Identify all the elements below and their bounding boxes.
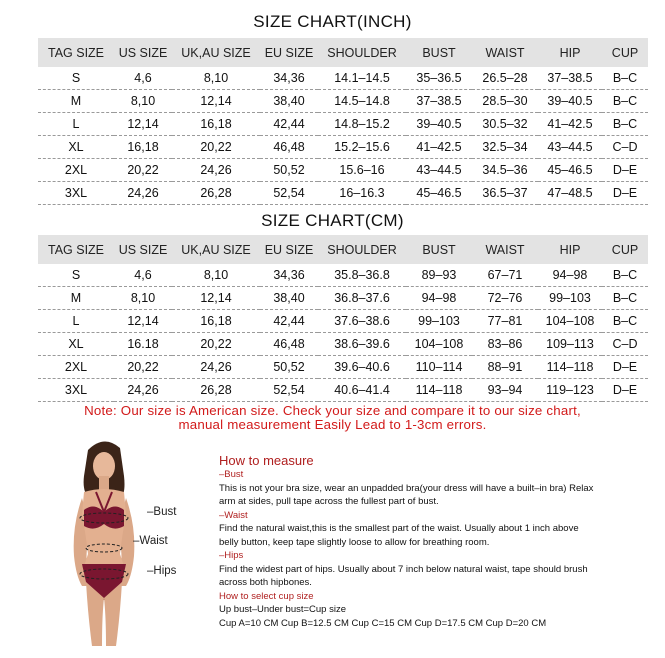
cm-table-cell: L [38, 310, 114, 333]
inch-table-row [38, 67, 648, 90]
inch-column-header: SHOULDER [318, 38, 406, 67]
inch-table-cell: 39–40.5 [406, 113, 472, 136]
cm-table-cell: B–C [602, 287, 648, 310]
cm-table-cell: C–D [602, 333, 648, 356]
inch-header-row [38, 38, 648, 67]
cm-table-cell: 99–103 [406, 310, 472, 333]
inch-column-header: TAG SIZE [38, 38, 114, 67]
inch-table-cell: 8,10 [172, 67, 260, 90]
cm-table-cell: 77–81 [472, 310, 538, 333]
hips-subheading: –Hips [219, 550, 244, 561]
cm-table-cell: 12,14 [172, 287, 260, 310]
inch-table-cell: 14.5–14.8 [318, 90, 406, 113]
cm-table-cell: 42,44 [260, 310, 318, 333]
hips-text-1: Find the widest part of hips. Usually about 7 inch below natural waist, tape should brush [219, 563, 588, 575]
cm-table-cell: 83–86 [472, 333, 538, 356]
inch-table-cell: 20,22 [114, 159, 172, 182]
cm-table-cell: 104–108 [406, 333, 472, 356]
cm-table-cell: 12,14 [114, 310, 172, 333]
inch-table-cell: 16–16.3 [318, 182, 406, 205]
cm-table-cell: 16,18 [172, 310, 260, 333]
waist-label: –Waist [133, 535, 168, 547]
cm-column-header: WAIST [472, 235, 538, 264]
cm-table-cell: 94–98 [538, 264, 602, 287]
cm-table-cell: 16.18 [114, 333, 172, 356]
cm-table-cell: 37.6–38.6 [318, 310, 406, 333]
inch-table-cell: 37–38.5 [538, 67, 602, 90]
cup-text-1: Up bust–Under bust=Cup size [219, 604, 347, 615]
inch-column-header: UK,AU SIZE [172, 38, 260, 67]
cm-table-cell: 99–103 [538, 287, 602, 310]
cm-table-cell: 89–93 [406, 264, 472, 287]
inch-table-cell: 38,40 [260, 90, 318, 113]
inch-column-header: CUP [602, 38, 648, 67]
inch-table-row [38, 90, 648, 113]
inch-table-cell: 12,14 [172, 90, 260, 113]
inch-table-cell: B–C [602, 113, 648, 136]
cm-table-cell: 72–76 [472, 287, 538, 310]
how-to-measure-section [219, 454, 659, 630]
inch-table-cell: 46,48 [260, 136, 318, 159]
cm-column-header: BUST [406, 235, 472, 264]
inch-column-header: WAIST [472, 38, 538, 67]
bust-text-1: This is not your bra size, wear an unpadded bra(your dress will have a built–in bra) Relax [219, 482, 594, 494]
inch-table-cell: D–E [602, 182, 648, 205]
inch-column-header: HIP [538, 38, 602, 67]
inch-column-header: BUST [406, 38, 472, 67]
inch-table-cell: 26,28 [172, 182, 260, 205]
inch-table-cell: B–C [602, 90, 648, 113]
inch-table-cell: 50,52 [260, 159, 318, 182]
cm-table-cell: 52,54 [260, 379, 318, 402]
inch-table-cell: 16,18 [172, 113, 260, 136]
cm-table-row [38, 287, 648, 310]
cm-column-header: HIP [538, 235, 602, 264]
cm-table-cell: 4,6 [114, 264, 172, 287]
inch-table-cell: C–D [602, 136, 648, 159]
cm-column-header: UK,AU SIZE [172, 235, 260, 264]
cm-table-cell: 36.8–37.6 [318, 287, 406, 310]
cm-table-cell: B–C [602, 310, 648, 333]
hips-text-2: across both hipbones. [219, 577, 312, 588]
inch-table-cell: M [38, 90, 114, 113]
cm-table-cell: 2XL [38, 356, 114, 379]
cm-column-header: SHOULDER [318, 235, 406, 264]
inch-table-cell: 8,10 [114, 90, 172, 113]
cm-table-cell: 24,26 [172, 356, 260, 379]
cm-table-cell: 109–113 [538, 333, 602, 356]
inch-chart-title: SIZE CHART(INCH) [253, 12, 412, 31]
inch-table-cell: 30.5–32 [472, 113, 538, 136]
cm-table-cell: 93–94 [472, 379, 538, 402]
cm-header-row [38, 235, 648, 264]
cm-table-row [38, 333, 648, 356]
inch-table-cell: 39–40.5 [538, 90, 602, 113]
inch-table-cell: 20,22 [172, 136, 260, 159]
how-to-measure-heading: How to measure [219, 453, 314, 468]
cm-table-cell: 88–91 [472, 356, 538, 379]
inch-table-row [38, 136, 648, 159]
waist-text-1: Find the natural waist,this is the smallest part of the waist. Usually about 1 inch above [219, 523, 579, 534]
cm-table-cell: 20,22 [172, 333, 260, 356]
inch-table-cell: 3XL [38, 182, 114, 205]
inch-table-cell: 35–36.5 [406, 67, 472, 90]
inch-table-cell: B–C [602, 67, 648, 90]
cm-table-cell: 104–108 [538, 310, 602, 333]
cm-chart-title: SIZE CHART(CM) [261, 211, 404, 230]
cm-table-cell: S [38, 264, 114, 287]
cm-table-cell: XL [38, 333, 114, 356]
inch-table-cell: 36.5–37 [472, 182, 538, 205]
cm-table-cell: 67–71 [472, 264, 538, 287]
inch-table-cell: XL [38, 136, 114, 159]
cm-table-cell: D–E [602, 379, 648, 402]
cm-table-cell: 50,52 [260, 356, 318, 379]
cm-table-cell: 24,26 [114, 379, 172, 402]
cm-table-cell: 38.6–39.6 [318, 333, 406, 356]
bust-label: –Bust [147, 506, 177, 518]
cm-table-cell: 94–98 [406, 287, 472, 310]
hips-label: –Hips [147, 565, 177, 577]
inch-table-cell: 12,14 [114, 113, 172, 136]
cm-table-row [38, 379, 648, 402]
cm-table-cell: B–C [602, 264, 648, 287]
inch-table-row [38, 113, 648, 136]
inch-table-cell: 47–48.5 [538, 182, 602, 205]
inch-table-cell: 43–44.5 [406, 159, 472, 182]
inch-table-row [38, 182, 648, 205]
cm-table-cell: 26,28 [172, 379, 260, 402]
inch-table-cell: 15.2–15.6 [318, 136, 406, 159]
inch-table-cell: 24,26 [172, 159, 260, 182]
inch-table-cell: 42,44 [260, 113, 318, 136]
cm-table-cell: D–E [602, 356, 648, 379]
cm-table-cell: 39.6–40.6 [318, 356, 406, 379]
inch-table-cell: 34,36 [260, 67, 318, 90]
inch-table-row [38, 159, 648, 182]
inch-table-cell: 41–42.5 [406, 136, 472, 159]
cm-table-cell: 8,10 [114, 287, 172, 310]
inch-table-cell: 41–42.5 [538, 113, 602, 136]
cm-table-cell: 3XL [38, 379, 114, 402]
cm-table-cell: 114–118 [406, 379, 472, 402]
waist-text-2: belly button, keep tape slightly loose to allow for breathing room. [219, 536, 490, 548]
inch-size-table [38, 38, 648, 205]
inch-table-cell: 45–46.5 [538, 159, 602, 182]
inch-table-cell: 28.5–30 [472, 90, 538, 113]
inch-table-cell: 14.8–15.2 [318, 113, 406, 136]
cm-table-cell: M [38, 287, 114, 310]
cm-table-cell: 8,10 [172, 264, 260, 287]
inch-table-cell: L [38, 113, 114, 136]
cm-table-cell: 119–123 [538, 379, 602, 402]
cm-table-cell: 110–114 [406, 356, 472, 379]
cm-table-cell: 40.6–41.4 [318, 379, 406, 402]
cm-table-cell: 34,36 [260, 264, 318, 287]
cm-column-header: TAG SIZE [38, 235, 114, 264]
cup-text-2: Cup A=10 CM Cup B=12.5 CM Cup C=15 CM Cup D=17.5 CM Cup D=20 CM [219, 617, 547, 629]
inch-table-cell: 24,26 [114, 182, 172, 205]
bust-subheading: –Bust [219, 469, 244, 480]
inch-table-cell: 52,54 [260, 182, 318, 205]
cm-table-cell: 114–118 [538, 356, 602, 379]
inch-table-cell: 2XL [38, 159, 114, 182]
inch-table-cell: 34.5–36 [472, 159, 538, 182]
cm-table-cell: 38,40 [260, 287, 318, 310]
inch-table-cell: 15.6–16 [318, 159, 406, 182]
cm-table-row [38, 356, 648, 379]
cm-table-cell: 46,48 [260, 333, 318, 356]
cm-column-header: EU SIZE [260, 235, 318, 264]
cm-column-header: CUP [602, 235, 648, 264]
cm-column-header: US SIZE [114, 235, 172, 264]
note-line-2: manual measurement Easily Lead to 1-3cm errors. [178, 417, 487, 432]
inch-column-header: US SIZE [114, 38, 172, 67]
inch-table-cell: 14.1–14.5 [318, 67, 406, 90]
inch-table-cell: 26.5–28 [472, 67, 538, 90]
inch-table-cell: D–E [602, 159, 648, 182]
cm-table-cell: 20,22 [114, 356, 172, 379]
inch-column-header: EU SIZE [260, 38, 318, 67]
inch-table-cell: 32.5–34 [472, 136, 538, 159]
waist-subheading: –Waist [219, 509, 248, 521]
inch-table-cell: 16,18 [114, 136, 172, 159]
note-line-1: Note: Our size is American size. Check your size and compare it to our size chart, [84, 403, 581, 418]
inch-table-cell: S [38, 67, 114, 90]
cm-size-table [38, 235, 648, 402]
size-note [0, 404, 665, 432]
inch-table-cell: 4,6 [114, 67, 172, 90]
inch-table-cell: 43–44.5 [538, 136, 602, 159]
bust-text-2: arm at sides, pull tape across the fullest part of bust. [219, 496, 439, 507]
inch-table-cell: 45–46.5 [406, 182, 472, 205]
inch-table-cell: 37–38.5 [406, 90, 472, 113]
cm-table-row [38, 264, 648, 287]
cm-table-row [38, 310, 648, 333]
cup-subheading: How to select cup size [219, 590, 314, 602]
cm-table-cell: 35.8–36.8 [318, 264, 406, 287]
